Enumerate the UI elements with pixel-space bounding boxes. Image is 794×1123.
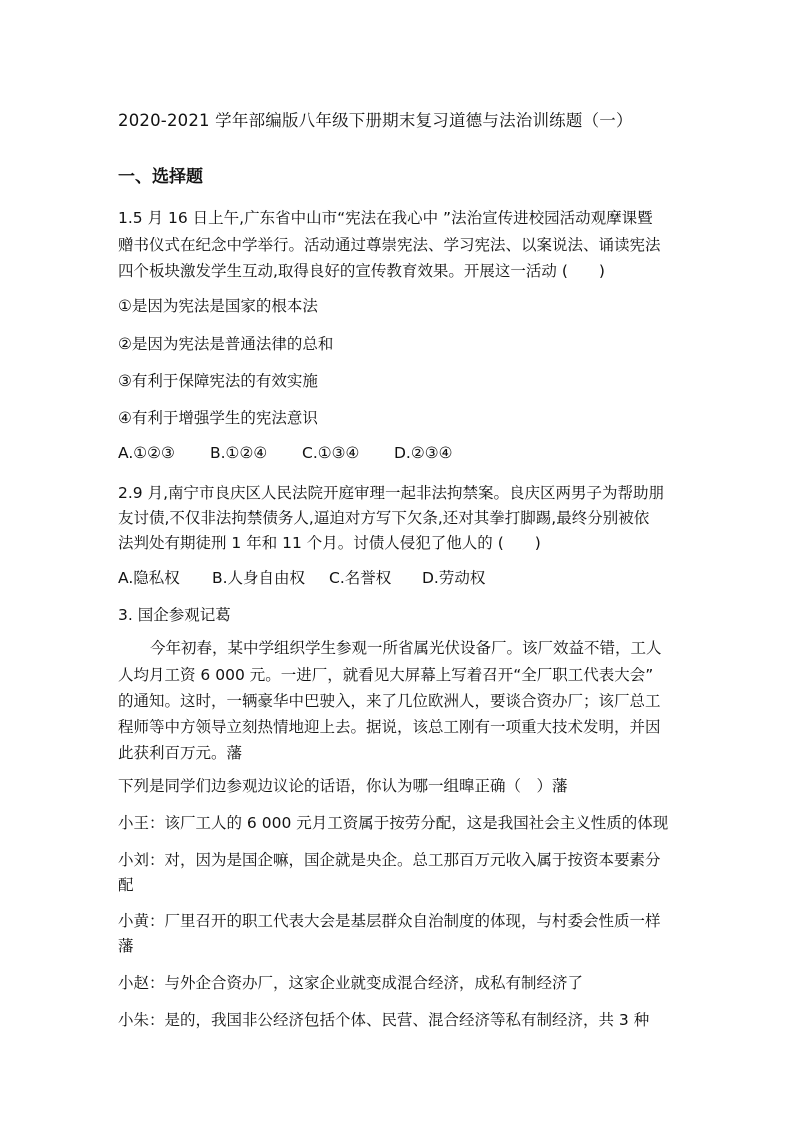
q3-passage-line-3: 的通知。这时，一辆豪华中巴驶入，来了几位欧洲人，要谈合资办厂；该厂总工: [118, 692, 661, 710]
q1-statement-3: ③有利于保障宪法的有效实施: [118, 372, 318, 390]
document-title: 2020-2021 学年部编版八年级下册期末复习道德与法治训练题（一）: [118, 111, 633, 130]
q3-heading: 3. 国企参观记葛: [118, 606, 231, 624]
q2-option-d: D.劳动权: [422, 569, 486, 587]
q3-passage-line-4: 程师等中方领导立刻热情地迎上去。据说，该总工刚有一项重大技术发明，并因: [118, 718, 661, 736]
section-heading: 一、选择题: [118, 167, 203, 187]
q2-options: [118, 566, 485, 588]
q3-remark-zhu: 小朱：是的，我国非公经济包括个体、民营、混合经济等私有制经济，共 3 种: [118, 1011, 650, 1029]
q2-option-a: A.隐私权: [118, 569, 180, 587]
q3-remark-huang-line-2: 藩: [118, 937, 134, 955]
q2-text-line-2: 友讨债,不仅非法拘禁债务人,逼迫对方写下欠条,还对其拳打脚踢,最终分别被依: [118, 509, 650, 527]
q1-option-d: D.②③④: [394, 444, 453, 462]
q3-passage-line-5: 此获利百万元。藩: [118, 744, 243, 762]
q3-remark-liu-line-1: 小刘：对，因为是国企嘛，国企就是央企。总工那百万元收入属于按资本要素分: [118, 851, 661, 869]
q2-option-b: B.人身自由权: [212, 569, 306, 587]
q1-statement-1: ①是因为宪法是国家的根本法: [118, 297, 318, 315]
q1-option-a: A.①②③: [118, 444, 175, 462]
q3-remark-wang: 小王：该厂工人的 6 000 元月工资属于按劳分配，这是我国社会主义性质的体现: [118, 814, 669, 832]
q1-statement-2: ②是因为宪法是普通法律的总和: [118, 335, 334, 353]
q1-option-c: C.①③④: [302, 444, 360, 462]
q2-text-line-3: 法判处有期徒刑 1 年和 11 个月。讨债人侵犯了他人的 ( ): [118, 534, 541, 552]
q3-remark-zhao: 小赵：与外企合资办厂，这家企业就变成混合经济，成私有制经济了: [118, 974, 584, 992]
q3-remark-liu-line-2: 配: [118, 876, 134, 894]
q1-text-line-3: 四个板块激发学生互动,取得良好的宣传教育效果。开展这一活动 ( ): [118, 262, 605, 280]
q3-prompt: 下列是同学们边参观边议论的话语，你认为哪一组曍正确（ ）藩: [118, 777, 568, 795]
q1-text-line-2: 赠书仪式在纪念中学举行。活动通过尊崇宪法、学习宪法、以案说法、诵读宪法: [118, 236, 661, 254]
q2-option-c: C.名誉权: [329, 569, 392, 587]
q3-passage-line-2: 人均月工资 6 000 元。一进厂，就看见大屏幕上写着召开“全厂职工代表大会”: [118, 666, 654, 684]
q1-options: [118, 444, 453, 462]
q1-option-b: B.①②④: [210, 444, 268, 462]
q1-statement-4: ④有利于增强学生的宪法意识: [118, 409, 318, 427]
q3-passage-line-1: 今年初春，某中学组织学生参观一所省属光伏设备厂。该厂效益不错，工人: [150, 639, 662, 657]
q2-text-line-1: 2.9 月,南宁市良庆区人民法院开庭审理一起非法拘禁案。良庆区两男子为帮助朋: [118, 484, 665, 502]
q3-remark-huang-line-1: 小黄：厂里召开的职工代表大会是基层群众自治制度的体现，与村委会性质一样: [118, 912, 661, 930]
q1-text-line-1: 1.5 月 16 日上午,广东省中山市“宪法在我心中 ”法治宣传进校园活动观摩课暨: [118, 209, 653, 227]
